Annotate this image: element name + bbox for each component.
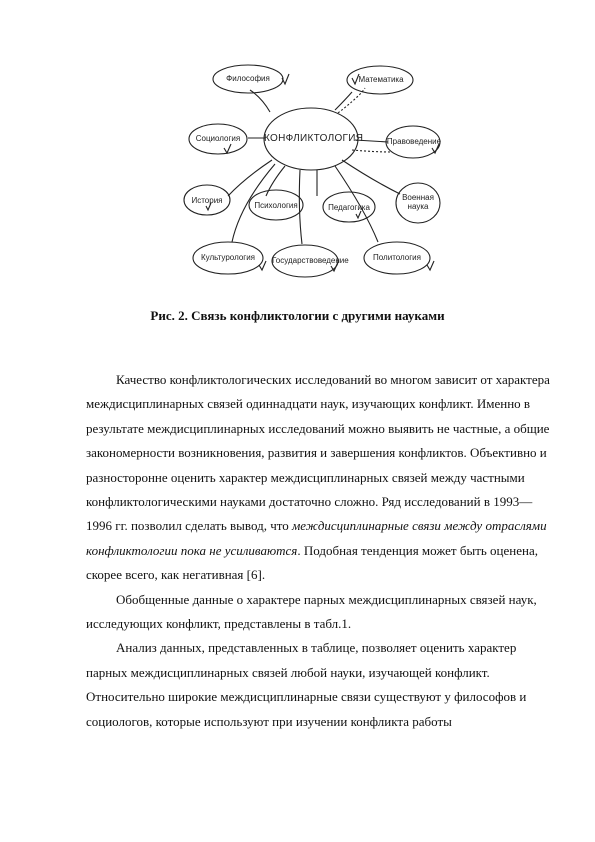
check-mark (259, 261, 266, 270)
link-psikhologiya (266, 166, 285, 196)
paragraph-1-end: . Подобная тенденция может быть оценена, скорее всего, как негативная [6]. (86, 542, 538, 583)
check-mark (282, 74, 289, 84)
paragraph-1-emphasis: междисциплинарные связи между отраслями конфликтологии пока не усиливаются (86, 518, 547, 558)
node-label-voennaya: Военная наука (402, 193, 434, 211)
paragraph-3: Анализ данных, представленных в таблице, позволяет оценить характер парных междисциплинарных связей любой науки, изучающей конфликт. Относительно широкие междисциплинарные связи существуют у философов и социологов, которые используют при изучении конфликта работы (86, 640, 527, 729)
check-mark (427, 261, 434, 270)
paragraph-1-start: Качество конфликтологических исследований во многом зависит от характера междисциплинарных связей одиннадцати наук, изучающих конфликт. Именно в результате междисциплинарных исследований можно выявить не частные, а общие закономерности возникновения, развития и завершения конфликтов. Объективно и разносторонне оценить характер междисциплинарных связей между частными конфликтологическими науками достаточно сложно. Ряд исследований в 1993— 1996 гг. позволил сделать вывод, что (86, 372, 550, 534)
link-voennaya (342, 160, 400, 194)
paragraph-1 (86, 368, 556, 588)
check-mark (356, 211, 361, 218)
node-label-matematika: Математика (358, 75, 404, 84)
node-label-sotsiologiya: Социология (195, 134, 241, 143)
node-label-pravo: Правоведение (386, 137, 442, 146)
conflictology-diagram (0, 0, 595, 290)
node-label-filosofiya: Философия (226, 74, 270, 83)
node-label-psikhologiya: Психология (254, 201, 298, 210)
link-matematika (335, 92, 352, 110)
node-label-pedagogika: Педагогика (328, 203, 370, 212)
node-label-politologiya: Политология (373, 253, 421, 262)
body-text (86, 368, 556, 734)
paragraph-2: Обобщенные данные о характере парных междисциплинарных связей наук, исследующих конфликт, представлены в табл.1. (86, 591, 537, 632)
diagram-graphics (0, 0, 595, 290)
figure-caption: Рис. 2. Связь конфликтологии с другими науками (150, 308, 445, 323)
link-pravo-2 (352, 150, 392, 152)
node-label-istoriya: История (191, 196, 223, 205)
node-label-gosudarstvovedenie: Государствоведение (272, 256, 349, 265)
center-label: КОНФЛИКТОЛОГИЯ (264, 133, 364, 144)
check-mark (224, 144, 231, 153)
node-label-kulturologiya: Культурология (200, 253, 255, 262)
